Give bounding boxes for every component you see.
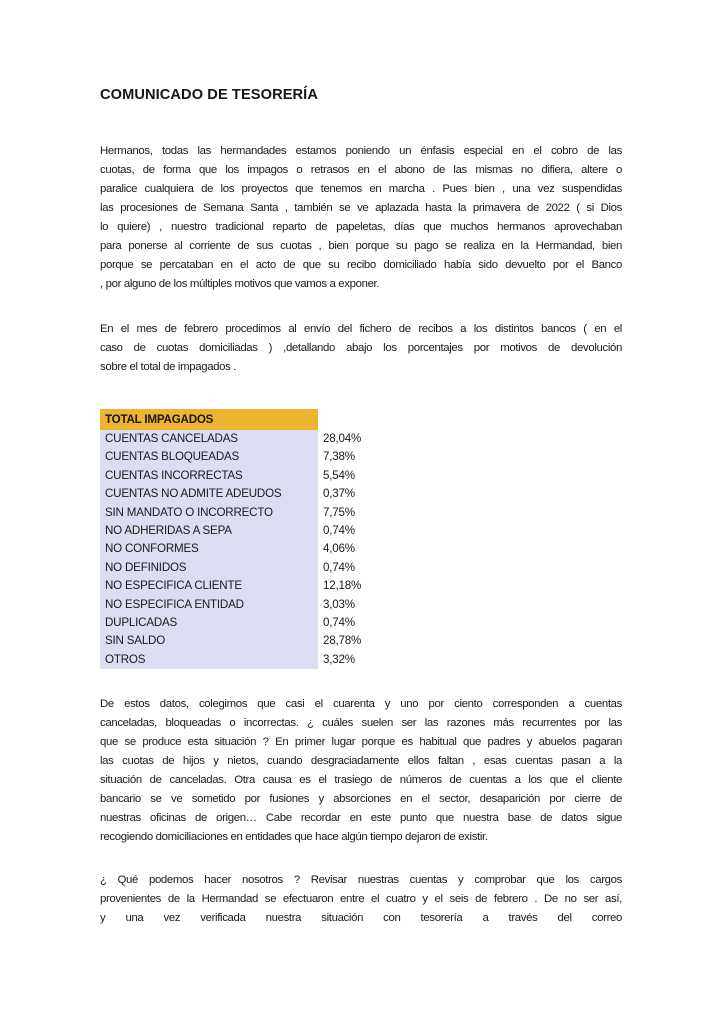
row-label: CUENTAS NO ADMITE ADEUDOS [100, 485, 318, 503]
row-label: CUENTAS BLOQUEADAS [100, 448, 318, 466]
paragraph-analisis [100, 695, 622, 847]
text-line: sobre el total de impagados . [100, 361, 237, 373]
row-label: NO DEFINIDOS [100, 559, 318, 577]
row-value: 28,04% [318, 430, 361, 448]
table-row [100, 632, 420, 650]
row-label: SIN SALDO [100, 632, 318, 650]
table-row [100, 614, 420, 632]
paragraph-acciones [100, 871, 622, 928]
text-line: cuotas, de forma que los impagos o retrasos en el abono de las mismas no difiera, altere o [100, 164, 622, 176]
text-line: porque se percataban en el acto de que su recibo domiciliado había sido devuelto por el Banco [100, 259, 622, 271]
table-row [100, 540, 420, 558]
text-line: canceladas, bloqueadas o incorrectas. ¿ cuáles suelen ser las razones más recurrentes por las [100, 717, 622, 729]
text-line: situación de canceladas. Otra causa es el trasiego de números de cuentas a los que el cliente [100, 774, 622, 786]
text-line: paralice cualquiera de los proyectos que tenemos en marcha . Pues bien , una vez suspendidas [100, 183, 622, 195]
impagados-table [100, 409, 420, 669]
text-line: y una vez verificada nuestra situación con tesorería a través del correo [100, 912, 622, 924]
text-line: recogiendo domiciliaciones en entidades que hace algún tiempo dejaron de existir. [100, 831, 488, 843]
table-row [100, 522, 420, 540]
table-row [100, 651, 420, 669]
text-line: caso de cuotas domiciliadas ) ,detallando abajo los porcentajes por motivos de devolución [100, 342, 622, 354]
text-line: para ponerse al corriente de sus cuotas , bien porque su pago se realiza en la Hermandad, bien [100, 240, 622, 252]
row-value: 0,37% [318, 485, 355, 503]
table-row [100, 467, 420, 485]
row-label: NO ESPECIFICA ENTIDAD [100, 596, 318, 614]
paragraph-febrero [100, 320, 622, 377]
table-row [100, 485, 420, 503]
text-line: que se produce esta situación ? En primer lugar porque es habitual que padres y abuelos pagaran [100, 736, 622, 748]
text-line: lo quiere) , nuestro tradicional reparto de papeletas, días que muchos hermanos aprovechaban [100, 221, 622, 233]
table-row [100, 577, 420, 595]
row-label: NO ESPECIFICA CLIENTE [100, 577, 318, 595]
row-value: 5,54% [318, 467, 355, 485]
text-line: las procesiones de Semana Santa , también se ve aplazada hasta la primavera de 2022 ( si Dios [100, 202, 622, 214]
row-label: SIN MANDATO O INCORRECTO [100, 504, 318, 522]
text-line: provenientes de la Hermandad se efectuaron entre el cuatro y el seis de febrero . De no ser así, [100, 893, 622, 905]
row-label: NO CONFORMES [100, 540, 318, 558]
row-label: NO ADHERIDAS A SEPA [100, 522, 318, 540]
row-value: 0,74% [318, 559, 355, 577]
text-line: ¿ Qué podemos hacer nosotros ? Revisar nuestras cuentas y comprobar que los cargos [100, 874, 622, 886]
table-row [100, 430, 420, 448]
row-value: 7,75% [318, 504, 355, 522]
row-label: CUENTAS CANCELADAS [100, 430, 318, 448]
row-value: 12,18% [318, 577, 361, 595]
text-line: bancario se ve sometido por fusiones y absorciones en el sector, desaparición por cierre de [100, 793, 622, 805]
text-line: De estos datos, colegimos que casi el cuarenta y uno por ciento corresponden a cuentas [100, 698, 622, 710]
row-value: 7,38% [318, 448, 355, 466]
table-row [100, 504, 420, 522]
row-value: 0,74% [318, 522, 355, 540]
page-title: COMUNICADO DE TESORERÍA [100, 87, 318, 103]
row-label: DUPLICADAS [100, 614, 318, 632]
row-value: 4,06% [318, 540, 355, 558]
text-line: , por alguno de los múltiples motivos que vamos a exponer. [100, 278, 380, 290]
text-line: En el mes de febrero procedimos al envío del fichero de recibos a los distintos bancos ( en el [100, 323, 622, 335]
text-line: Hermanos, todas las hermandades estamos poniendo un énfasis especial en el cobro de las [100, 145, 622, 157]
row-value: 3,03% [318, 596, 355, 614]
row-value: 3,32% [318, 651, 355, 669]
row-value: 0,74% [318, 614, 355, 632]
paragraph-intro [100, 142, 622, 294]
row-label: OTROS [100, 651, 318, 669]
table-row [100, 596, 420, 614]
row-value: 28,78% [318, 632, 361, 650]
table-row [100, 559, 420, 577]
text-line: nuestras oficinas de origen… Cabe recordar en este punto que nuestra base de datos sigue [100, 812, 622, 824]
row-label: CUENTAS INCORRECTAS [100, 467, 318, 485]
table-header: TOTAL IMPAGADOS [100, 409, 318, 430]
table-row [100, 448, 420, 466]
text-line: las cuotas de hijos y nietos, cuando desgraciadamente ellos faltan , esas cuentas pasan a la [100, 755, 622, 767]
